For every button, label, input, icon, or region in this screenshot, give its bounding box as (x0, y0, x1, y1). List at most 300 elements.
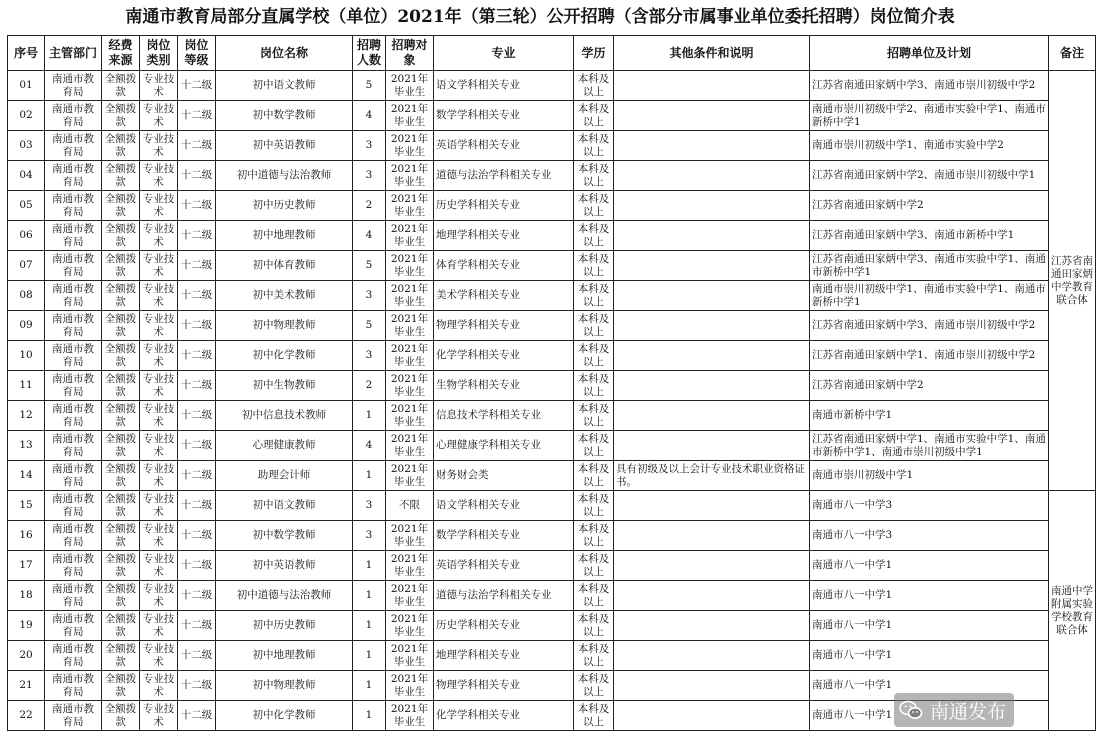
cell-target: 2021年毕业生 (386, 161, 434, 191)
cell-target: 2021年毕业生 (386, 131, 434, 161)
cell-count: 4 (353, 431, 386, 461)
cell-level: 十二级 (178, 161, 216, 191)
cell-other (614, 371, 810, 401)
cell-major: 化学学科相关专业 (434, 341, 574, 371)
job-table (7, 35, 1096, 731)
cell-fund: 全额拨款 (102, 281, 140, 311)
cell-fund: 全额拨款 (102, 221, 140, 251)
table-row (8, 341, 1096, 371)
cell-target: 2021年毕业生 (386, 611, 434, 641)
table-row (8, 431, 1096, 461)
cell-category: 专业技术 (140, 491, 178, 521)
cell-no: 08 (8, 281, 45, 311)
cell-education: 本科及以上 (574, 251, 614, 281)
cell-education: 本科及以上 (574, 401, 614, 431)
cell-units: 南通市崇川初级中学1 (810, 461, 1049, 491)
cell-dept: 南通市教育局 (45, 581, 102, 611)
cell-category: 专业技术 (140, 341, 178, 371)
cell-level: 十二级 (178, 611, 216, 641)
cell-no: 02 (8, 101, 45, 131)
cell-count: 1 (353, 401, 386, 431)
cell-other (614, 431, 810, 461)
cell-target: 2021年毕业生 (386, 581, 434, 611)
column-header: 招聘对象 (386, 36, 434, 71)
table-row (8, 491, 1096, 521)
cell-target: 2021年毕业生 (386, 461, 434, 491)
cell-category: 专业技术 (140, 671, 178, 701)
cell-major: 地理学科相关专业 (434, 641, 574, 671)
cell-post: 初中语文教师 (216, 71, 353, 101)
cell-count: 1 (353, 581, 386, 611)
cell-category: 专业技术 (140, 191, 178, 221)
table-row (8, 581, 1096, 611)
cell-count: 4 (353, 221, 386, 251)
table-row (8, 221, 1096, 251)
table-body (8, 71, 1096, 731)
cell-education: 本科及以上 (574, 551, 614, 581)
table-row (8, 521, 1096, 551)
cell-post: 初中数学教师 (216, 521, 353, 551)
cell-dept: 南通市教育局 (45, 401, 102, 431)
cell-fund: 全额拨款 (102, 551, 140, 581)
cell-level: 十二级 (178, 221, 216, 251)
cell-no: 06 (8, 221, 45, 251)
cell-other (614, 191, 810, 221)
cell-major: 英语学科相关专业 (434, 551, 574, 581)
cell-major: 语文学科相关专业 (434, 71, 574, 101)
cell-post: 初中语文教师 (216, 491, 353, 521)
cell-level: 十二级 (178, 251, 216, 281)
cell-post: 初中美术教师 (216, 281, 353, 311)
cell-level: 十二级 (178, 641, 216, 671)
cell-post: 初中体育教师 (216, 251, 353, 281)
cell-other (614, 311, 810, 341)
table-header (8, 36, 1096, 71)
cell-other (614, 131, 810, 161)
cell-target: 2021年毕业生 (386, 521, 434, 551)
cell-category: 专业技术 (140, 701, 178, 731)
cell-dept: 南通市教育局 (45, 311, 102, 341)
watermark (894, 693, 1014, 727)
cell-fund: 全额拨款 (102, 71, 140, 101)
cell-remark: 江苏省南通田家炳中学教育联合体 (1049, 71, 1096, 491)
watermark-text: 南通发布 (930, 700, 1007, 723)
column-header: 序号 (8, 36, 45, 71)
cell-level: 十二级 (178, 311, 216, 341)
cell-fund: 全额拨款 (102, 371, 140, 401)
cell-remark: 南通中学附属实验学校教育联合体 (1049, 491, 1096, 731)
cell-major: 信息技术学科相关专业 (434, 401, 574, 431)
cell-other (614, 341, 810, 371)
cell-target: 2021年毕业生 (386, 671, 434, 701)
cell-units: 南通市八一中学1 (810, 611, 1049, 641)
cell-no: 01 (8, 71, 45, 101)
column-header: 招聘单位及计划 (810, 36, 1049, 71)
cell-target: 2021年毕业生 (386, 341, 434, 371)
cell-units: 江苏省南通田家炳中学2 (810, 191, 1049, 221)
column-header: 专业 (434, 36, 574, 71)
cell-dept: 南通市教育局 (45, 281, 102, 311)
table-row (8, 281, 1096, 311)
cell-units: 南通市八一中学3 (810, 521, 1049, 551)
cell-target: 2021年毕业生 (386, 701, 434, 731)
cell-category: 专业技术 (140, 221, 178, 251)
column-header: 岗位等级 (178, 36, 216, 71)
cell-level: 十二级 (178, 461, 216, 491)
cell-other (614, 101, 810, 131)
cell-major: 语文学科相关专业 (434, 491, 574, 521)
cell-units: 南通市八一中学1 (810, 701, 1049, 731)
cell-major: 道德与法治学科相关专业 (434, 161, 574, 191)
cell-level: 十二级 (178, 431, 216, 461)
cell-post: 初中物理教师 (216, 311, 353, 341)
cell-target: 2021年毕业生 (386, 221, 434, 251)
cell-other: 具有初级及以上会计专业技术职业资格证书。 (614, 461, 810, 491)
column-header: 招聘人数 (353, 36, 386, 71)
column-header: 岗位名称 (216, 36, 353, 71)
cell-education: 本科及以上 (574, 281, 614, 311)
cell-dept: 南通市教育局 (45, 191, 102, 221)
column-header: 经费来源 (102, 36, 140, 71)
cell-major: 道德与法治学科相关专业 (434, 581, 574, 611)
cell-no: 16 (8, 521, 45, 551)
cell-count: 1 (353, 461, 386, 491)
cell-category: 专业技术 (140, 431, 178, 461)
cell-level: 十二级 (178, 281, 216, 311)
cell-education: 本科及以上 (574, 341, 614, 371)
cell-no: 12 (8, 401, 45, 431)
cell-dept: 南通市教育局 (45, 341, 102, 371)
cell-education: 本科及以上 (574, 611, 614, 641)
cell-count: 5 (353, 251, 386, 281)
table-row (8, 311, 1096, 341)
cell-fund: 全额拨款 (102, 101, 140, 131)
cell-fund: 全额拨款 (102, 581, 140, 611)
cell-count: 3 (353, 491, 386, 521)
cell-category: 专业技术 (140, 521, 178, 551)
table-row (8, 401, 1096, 431)
cell-post: 初中化学教师 (216, 341, 353, 371)
cell-post: 初中历史教师 (216, 611, 353, 641)
cell-category: 专业技术 (140, 551, 178, 581)
cell-dept: 南通市教育局 (45, 521, 102, 551)
cell-major: 地理学科相关专业 (434, 221, 574, 251)
cell-other (614, 251, 810, 281)
cell-fund: 全额拨款 (102, 341, 140, 371)
cell-target: 2021年毕业生 (386, 251, 434, 281)
cell-no: 05 (8, 191, 45, 221)
cell-no: 11 (8, 371, 45, 401)
cell-no: 20 (8, 641, 45, 671)
cell-dept: 南通市教育局 (45, 701, 102, 731)
cell-no: 13 (8, 431, 45, 461)
cell-major: 数学学科相关专业 (434, 101, 574, 131)
cell-level: 十二级 (178, 71, 216, 101)
cell-major: 英语学科相关专业 (434, 131, 574, 161)
cell-fund: 全额拨款 (102, 191, 140, 221)
cell-major: 心理健康学科相关专业 (434, 431, 574, 461)
cell-education: 本科及以上 (574, 221, 614, 251)
cell-fund: 全额拨款 (102, 131, 140, 161)
cell-category: 专业技术 (140, 101, 178, 131)
cell-target: 2021年毕业生 (386, 191, 434, 221)
cell-post: 初中道德与法治教师 (216, 581, 353, 611)
cell-major: 美术学科相关专业 (434, 281, 574, 311)
column-header: 主管部门 (45, 36, 102, 71)
cell-level: 十二级 (178, 341, 216, 371)
cell-dept: 南通市教育局 (45, 101, 102, 131)
cell-education: 本科及以上 (574, 131, 614, 161)
cell-fund: 全额拨款 (102, 311, 140, 341)
cell-count: 3 (353, 341, 386, 371)
cell-post: 初中英语教师 (216, 551, 353, 581)
cell-level: 十二级 (178, 581, 216, 611)
table-row (8, 551, 1096, 581)
wechat-icon (898, 697, 924, 723)
cell-education: 本科及以上 (574, 491, 614, 521)
cell-category: 专业技术 (140, 131, 178, 161)
cell-units: 南通市八一中学1 (810, 641, 1049, 671)
cell-other (614, 71, 810, 101)
cell-fund: 全额拨款 (102, 461, 140, 491)
cell-fund: 全额拨款 (102, 671, 140, 701)
cell-count: 2 (353, 191, 386, 221)
column-header: 学历 (574, 36, 614, 71)
cell-major: 历史学科相关专业 (434, 611, 574, 641)
cell-fund: 全额拨款 (102, 521, 140, 551)
cell-units: 南通市崇川初级中学2、南通市实验中学1、南通市新桥中学1 (810, 101, 1049, 131)
cell-level: 十二级 (178, 491, 216, 521)
cell-no: 15 (8, 491, 45, 521)
cell-education: 本科及以上 (574, 191, 614, 221)
cell-education: 本科及以上 (574, 431, 614, 461)
cell-education: 本科及以上 (574, 371, 614, 401)
cell-units: 南通市八一中学1 (810, 551, 1049, 581)
cell-education: 本科及以上 (574, 311, 614, 341)
cell-dept: 南通市教育局 (45, 431, 102, 461)
cell-other (614, 221, 810, 251)
cell-dept: 南通市教育局 (45, 131, 102, 161)
cell-level: 十二级 (178, 131, 216, 161)
cell-other (614, 491, 810, 521)
table-row (8, 191, 1096, 221)
cell-units: 南通市八一中学1 (810, 581, 1049, 611)
cell-units: 江苏省南通田家炳中学2、南通市崇川初级中学1 (810, 161, 1049, 191)
cell-post: 助理会计师 (216, 461, 353, 491)
cell-dept: 南通市教育局 (45, 371, 102, 401)
cell-count: 1 (353, 641, 386, 671)
cell-units: 南通市八一中学1 (810, 671, 1049, 701)
cell-units: 南通市崇川初级中学1、南通市实验中学1、南通市新桥中学1 (810, 281, 1049, 311)
cell-level: 十二级 (178, 671, 216, 701)
cell-fund: 全额拨款 (102, 401, 140, 431)
cell-other (614, 551, 810, 581)
cell-level: 十二级 (178, 551, 216, 581)
cell-major: 物理学科相关专业 (434, 311, 574, 341)
cell-fund: 全额拨款 (102, 161, 140, 191)
cell-category: 专业技术 (140, 251, 178, 281)
cell-other (614, 671, 810, 701)
cell-major: 生物学科相关专业 (434, 371, 574, 401)
cell-level: 十二级 (178, 521, 216, 551)
cell-fund: 全额拨款 (102, 251, 140, 281)
cell-category: 专业技术 (140, 161, 178, 191)
cell-other (614, 521, 810, 551)
cell-no: 19 (8, 611, 45, 641)
cell-fund: 全额拨款 (102, 701, 140, 731)
cell-major: 历史学科相关专业 (434, 191, 574, 221)
cell-category: 专业技术 (140, 401, 178, 431)
cell-count: 1 (353, 671, 386, 701)
cell-units: 江苏省南通田家炳中学1、南通市实验中学1、南通市新桥中学1、南通市崇川初级中学1 (810, 431, 1049, 461)
cell-dept: 南通市教育局 (45, 641, 102, 671)
cell-target: 2021年毕业生 (386, 101, 434, 131)
cell-education: 本科及以上 (574, 701, 614, 731)
cell-major: 化学学科相关专业 (434, 701, 574, 731)
cell-no: 10 (8, 341, 45, 371)
cell-level: 十二级 (178, 701, 216, 731)
cell-education: 本科及以上 (574, 71, 614, 101)
cell-no: 14 (8, 461, 45, 491)
cell-category: 专业技术 (140, 611, 178, 641)
cell-other (614, 401, 810, 431)
cell-units: 江苏省南通田家炳中学3、南通市崇川初级中学2 (810, 71, 1049, 101)
cell-dept: 南通市教育局 (45, 671, 102, 701)
table-row (8, 461, 1096, 491)
cell-dept: 南通市教育局 (45, 551, 102, 581)
table-row (8, 371, 1096, 401)
cell-post: 心理健康教师 (216, 431, 353, 461)
cell-post: 初中英语教师 (216, 131, 353, 161)
cell-other (614, 581, 810, 611)
cell-target: 2021年毕业生 (386, 71, 434, 101)
cell-dept: 南通市教育局 (45, 461, 102, 491)
cell-category: 专业技术 (140, 311, 178, 341)
cell-target: 2021年毕业生 (386, 551, 434, 581)
table-row (8, 611, 1096, 641)
column-header: 岗位类别 (140, 36, 178, 71)
cell-units: 江苏省南通田家炳中学1、南通市崇川初级中学2 (810, 341, 1049, 371)
cell-other (614, 161, 810, 191)
cell-units: 南通市新桥中学1 (810, 401, 1049, 431)
cell-target: 2021年毕业生 (386, 311, 434, 341)
cell-target: 不限 (386, 491, 434, 521)
table-row (8, 71, 1096, 101)
cell-level: 十二级 (178, 371, 216, 401)
page-title: 南通市教育局部分直属学校（单位）2021年（第三轮）公开招聘（含部分市属事业单位委托招聘）岗位简介表 (125, 7, 955, 27)
cell-dept: 南通市教育局 (45, 221, 102, 251)
cell-category: 专业技术 (140, 371, 178, 401)
cell-post: 初中历史教师 (216, 191, 353, 221)
cell-no: 22 (8, 701, 45, 731)
cell-post: 初中地理教师 (216, 221, 353, 251)
cell-count: 5 (353, 311, 386, 341)
table-row (8, 641, 1096, 671)
cell-no: 18 (8, 581, 45, 611)
cell-education: 本科及以上 (574, 461, 614, 491)
cell-fund: 全额拨款 (102, 611, 140, 641)
cell-target: 2021年毕业生 (386, 281, 434, 311)
table-row (8, 101, 1096, 131)
cell-units: 江苏省南通田家炳中学3、南通市新桥中学1 (810, 221, 1049, 251)
cell-other (614, 701, 810, 731)
cell-category: 专业技术 (140, 461, 178, 491)
cell-category: 专业技术 (140, 71, 178, 101)
column-header: 备注 (1049, 36, 1096, 71)
cell-dept: 南通市教育局 (45, 491, 102, 521)
cell-target: 2021年毕业生 (386, 401, 434, 431)
cell-count: 2 (353, 371, 386, 401)
cell-units: 江苏省南通田家炳中学2 (810, 371, 1049, 401)
cell-post: 初中生物教师 (216, 371, 353, 401)
cell-fund: 全额拨款 (102, 641, 140, 671)
cell-target: 2021年毕业生 (386, 431, 434, 461)
cell-target: 2021年毕业生 (386, 641, 434, 671)
cell-dept: 南通市教育局 (45, 71, 102, 101)
cell-post: 初中物理教师 (216, 671, 353, 701)
cell-count: 4 (353, 101, 386, 131)
cell-education: 本科及以上 (574, 581, 614, 611)
cell-education: 本科及以上 (574, 641, 614, 671)
cell-other (614, 281, 810, 311)
cell-no: 17 (8, 551, 45, 581)
cell-count: 1 (353, 611, 386, 641)
column-header: 其他条件和说明 (614, 36, 810, 71)
cell-level: 十二级 (178, 191, 216, 221)
cell-units: 南通市崇川初级中学1、南通市实验中学2 (810, 131, 1049, 161)
table-row (8, 131, 1096, 161)
cell-post: 初中化学教师 (216, 701, 353, 731)
cell-major: 财务财会类 (434, 461, 574, 491)
cell-fund: 全额拨款 (102, 491, 140, 521)
cell-target: 2021年毕业生 (386, 371, 434, 401)
cell-count: 5 (353, 71, 386, 101)
cell-no: 09 (8, 311, 45, 341)
cell-level: 十二级 (178, 101, 216, 131)
cell-category: 专业技术 (140, 641, 178, 671)
cell-count: 3 (353, 281, 386, 311)
cell-no: 21 (8, 671, 45, 701)
cell-count: 1 (353, 701, 386, 731)
cell-dept: 南通市教育局 (45, 611, 102, 641)
cell-level: 十二级 (178, 401, 216, 431)
cell-count: 1 (353, 551, 386, 581)
cell-education: 本科及以上 (574, 671, 614, 701)
table-row (8, 251, 1096, 281)
cell-count: 3 (353, 521, 386, 551)
cell-no: 03 (8, 131, 45, 161)
cell-education: 本科及以上 (574, 161, 614, 191)
cell-major: 数学学科相关专业 (434, 521, 574, 551)
table-row (8, 161, 1096, 191)
cell-major: 物理学科相关专业 (434, 671, 574, 701)
cell-no: 04 (8, 161, 45, 191)
cell-count: 3 (353, 131, 386, 161)
cell-units: 江苏省南通田家炳中学3、南通市崇川初级中学2 (810, 311, 1049, 341)
cell-units: 江苏省南通田家炳中学3、南通市实验中学1、南通市新桥中学1 (810, 251, 1049, 281)
cell-dept: 南通市教育局 (45, 161, 102, 191)
cell-other (614, 611, 810, 641)
cell-post: 初中道德与法治教师 (216, 161, 353, 191)
cell-category: 专业技术 (140, 281, 178, 311)
cell-major: 体育学科相关专业 (434, 251, 574, 281)
cell-no: 07 (8, 251, 45, 281)
cell-education: 本科及以上 (574, 101, 614, 131)
cell-post: 初中数学教师 (216, 101, 353, 131)
cell-other (614, 641, 810, 671)
cell-count: 3 (353, 161, 386, 191)
cell-fund: 全额拨款 (102, 431, 140, 461)
